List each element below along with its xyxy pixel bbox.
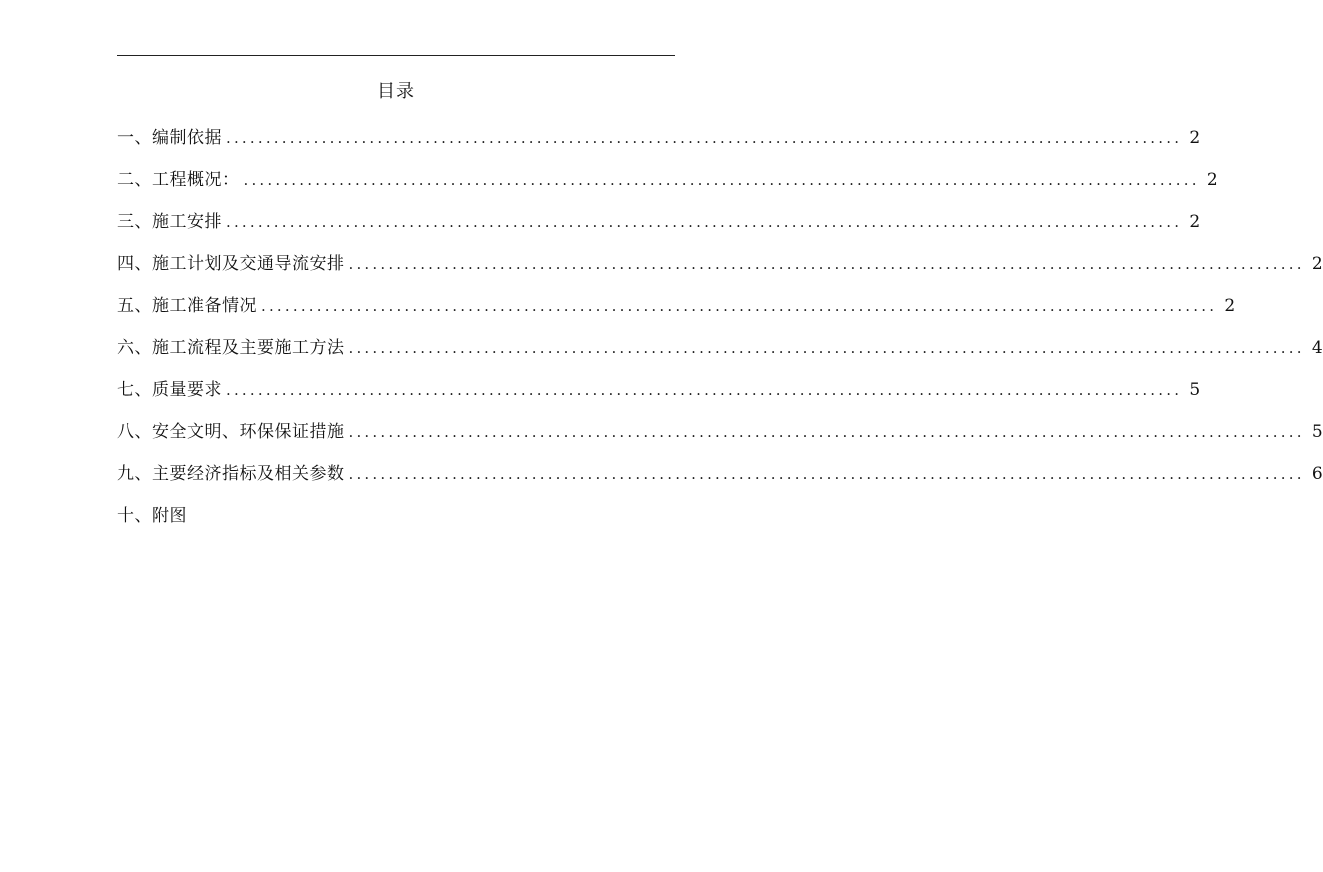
toc-entry-9[interactable] [117,462,1323,504]
toc-entry-8[interactable] [117,420,1323,462]
toc-page-number: 2 [1311,254,1323,274]
toc-entry-1[interactable] [117,126,1201,168]
toc-entry-label: 九、主要经济指标及相关参数 [117,464,345,484]
toc-entry-label: 三、施工安排 [117,212,222,232]
toc-dot-leader: ........................................................................................................................ [243,171,1200,189]
toc-page-number: 2 [1189,128,1201,148]
toc-page-number: 2 [1189,212,1201,232]
toc-dot-leader: ........................................................................................................................ [226,129,1183,147]
toc-page-number: 5 [1189,380,1201,400]
toc-page-number: 4 [1311,338,1323,358]
toc-entry-label: 五、施工准备情况 [117,296,257,316]
toc-entry-10[interactable] [117,504,675,546]
toc-entry-label: 六、施工流程及主要施工方法 [117,338,345,358]
toc-entry-label: 八、安全文明、环保保证措施 [117,422,345,442]
toc-page-number: 6 [1311,464,1323,484]
toc-dot-leader: ........................................................................................................................ [348,255,1305,273]
toc-page-number: 5 [1311,422,1323,442]
toc-entry-label: 二、工程概况： [117,170,240,190]
toc-page-number: 2 [1224,296,1236,316]
toc-title: 目录 [377,81,415,102]
table-of-contents [117,126,1323,546]
toc-dot-leader: ........................................................................................................................ [261,297,1218,315]
toc-dot-leader: ........................................................................................................................ [226,213,1183,231]
toc-entry-label: 七、质量要求 [117,380,222,400]
toc-entry-label: 一、编制依据 [117,128,222,148]
toc-dot-leader: ........................................................................................................................ [348,339,1305,357]
toc-dot-leader: ........................................................................................................................ [226,381,1183,399]
toc-entry-6[interactable] [117,336,1323,378]
toc-entry-label: 十、附图 [117,506,187,526]
toc-entry-4[interactable] [117,252,1323,294]
toc-entry-5[interactable] [117,294,1236,336]
toc-entry-2[interactable] [117,168,1218,210]
toc-entry-label: 四、施工计划及交通导流安排 [117,254,345,274]
toc-dot-leader: ........................................................................................................................ [348,465,1305,483]
toc-page-number: 2 [1206,170,1218,190]
toc-entry-7[interactable] [117,378,1201,420]
toc-entry-3[interactable] [117,210,1201,252]
toc-dot-leader: ........................................................................................................................ [348,423,1305,441]
header-rule [117,55,675,56]
